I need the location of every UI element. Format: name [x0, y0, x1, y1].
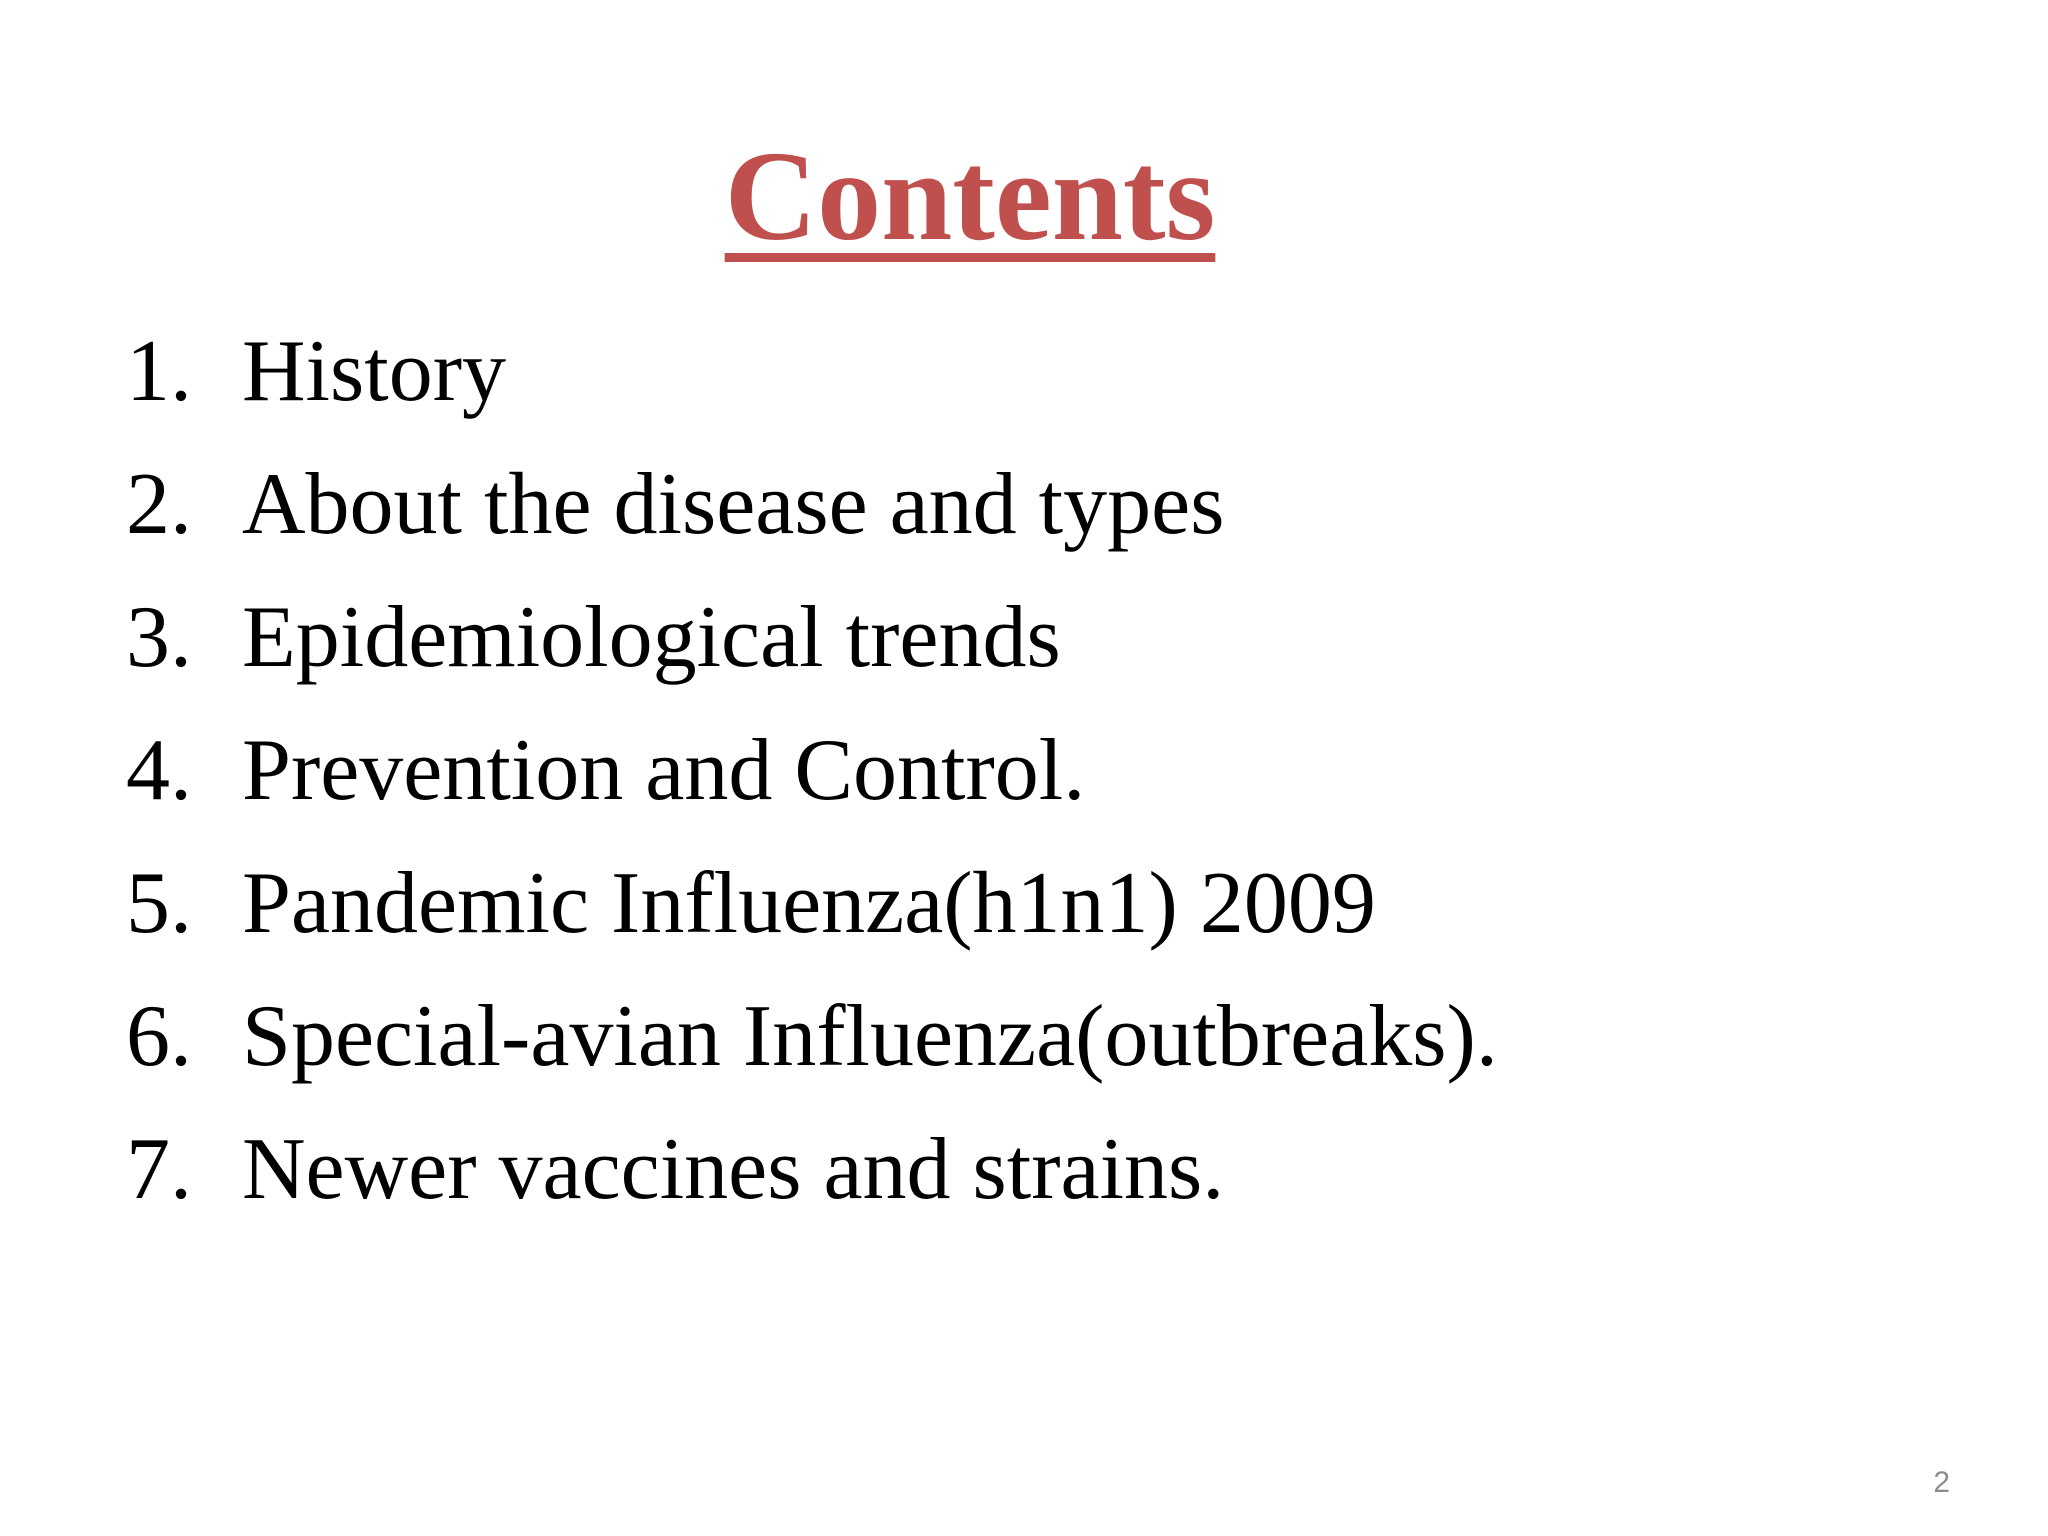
list-item: [126, 1103, 1498, 1236]
list-item-text: Prevention and Control.: [242, 722, 1086, 819]
list-item-text: Special-avian Influenza(outbreaks).: [242, 988, 1498, 1085]
list-item-number: 2.: [126, 456, 192, 553]
list-item-number: 1.: [126, 323, 192, 420]
list-item-text: Newer vaccines and strains.: [242, 1121, 1225, 1218]
list-item-text: Pandemic Influenza(h1n1) 2009: [242, 855, 1376, 952]
list-item: [126, 305, 1498, 438]
list-item: [126, 837, 1498, 970]
page-number: 2: [1933, 1466, 1950, 1499]
list-item: [126, 970, 1498, 1103]
list-item-text: History: [242, 323, 506, 420]
list-item-number: 3.: [126, 589, 192, 686]
list-item-text: Epidemiological trends: [242, 589, 1061, 686]
list-item-text: About the disease and types: [242, 456, 1225, 553]
list-item-number: 4.: [126, 722, 192, 819]
slide-title: Contents: [724, 125, 1216, 267]
list-item-number: 5.: [126, 855, 192, 952]
list-item-number: 6.: [126, 988, 192, 1085]
list-item: [126, 571, 1498, 704]
list-item-number: 7.: [126, 1121, 192, 1218]
contents-list: [126, 305, 1498, 1236]
list-item: [126, 438, 1498, 571]
list-item: [126, 704, 1498, 837]
